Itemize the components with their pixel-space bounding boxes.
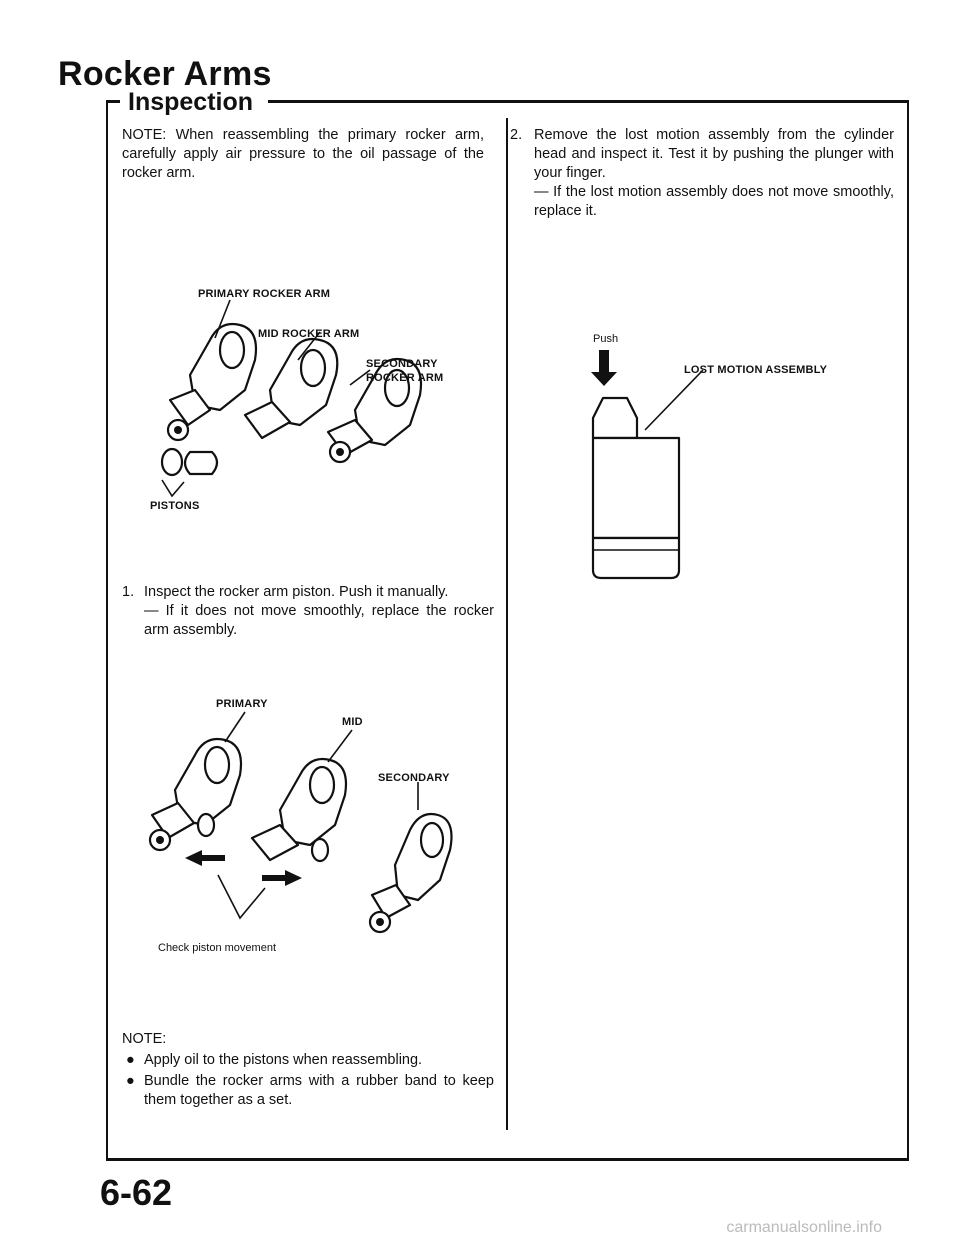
assembly-base	[593, 538, 679, 578]
label-push: Push	[593, 333, 619, 345]
primary-rocker-arm-drawing	[168, 324, 256, 440]
label-secondary-rocker-arm-2: ROCKER ARM	[366, 372, 444, 384]
arrow-right-icon	[262, 870, 302, 886]
label-primary: PRIMARY	[216, 698, 268, 710]
pistons-drawing	[162, 449, 217, 496]
label-lost-motion-assembly: LOST MOTION ASSEMBLY	[684, 364, 828, 376]
note-bottom-head: NOTE:	[122, 1031, 167, 1047]
step-1-number: 1.	[122, 584, 135, 600]
note-top: NOTE: When reassembling the primary rocker arm, carefully apply air pressure to the oil passage of the rocker arm.	[122, 127, 484, 181]
page-title: Rocker Arms	[58, 55, 272, 93]
note-bottom	[122, 1030, 494, 1110]
mid-arm-drawing	[252, 759, 346, 861]
step-2-text: Remove the lost motion assembly from the cylinder head and inspect it. Test it by pushing the plunger with your finger.	[534, 127, 894, 181]
plunger	[593, 398, 637, 438]
bottom-rule	[106, 1158, 909, 1161]
column-divider	[506, 118, 508, 1130]
step-2-sub: — If the lost motion assembly does not move smoothly, replace it.	[534, 184, 894, 219]
leader-lost-motion	[645, 370, 703, 430]
label-pistons: PISTONS	[150, 500, 200, 512]
step-1-text: Inspect the rocker arm piston. Push it manually.	[144, 584, 449, 600]
right-frame	[907, 100, 909, 1160]
label-check-piston-movement: Check piston movement	[158, 942, 276, 954]
watermark: carmanualsonline.info	[726, 1219, 882, 1236]
label-mid: MID	[342, 716, 363, 728]
step-1-sub: — If it does not move smoothly, replace the rocker arm assembly.	[144, 603, 494, 638]
left-frame	[106, 100, 108, 1160]
label-primary-rocker-arm: PRIMARY ROCKER ARM	[198, 288, 331, 300]
label-secondary-rocker-arm-1: SECONDARY	[366, 358, 438, 370]
primary-arm-drawing	[150, 739, 241, 850]
push-arrow-icon	[591, 350, 617, 386]
leader-primary-2	[225, 712, 245, 742]
header-rule-right	[268, 100, 909, 103]
lost-motion-assembly-figure	[585, 350, 715, 580]
label-mid-rocker-arm: MID ROCKER ARM	[258, 328, 360, 340]
header-rule-left	[106, 100, 120, 103]
step-1	[122, 583, 494, 640]
step-2	[510, 126, 894, 221]
leader-check-movement	[218, 875, 265, 918]
piston-check-figure	[140, 690, 470, 960]
section-title: Inspection	[128, 88, 254, 116]
note-bullet-1: ● Apply oil to the pistons when reassembling.	[126, 1052, 423, 1068]
secondary-arm-drawing	[370, 814, 452, 932]
page-number: 6-62	[100, 1172, 173, 1213]
leader-mid-2	[328, 730, 352, 762]
arrow-left-icon	[185, 850, 225, 866]
step-2-number: 2.	[510, 127, 523, 143]
assembly-body	[593, 438, 679, 538]
rocker-arm-figure	[150, 280, 510, 510]
label-secondary: SECONDARY	[378, 772, 450, 784]
note-bullet-2: ● Bundle the rocker arms with a rubber band to keep them together as a set.	[126, 1073, 494, 1108]
mid-rocker-arm-drawing	[245, 339, 337, 438]
